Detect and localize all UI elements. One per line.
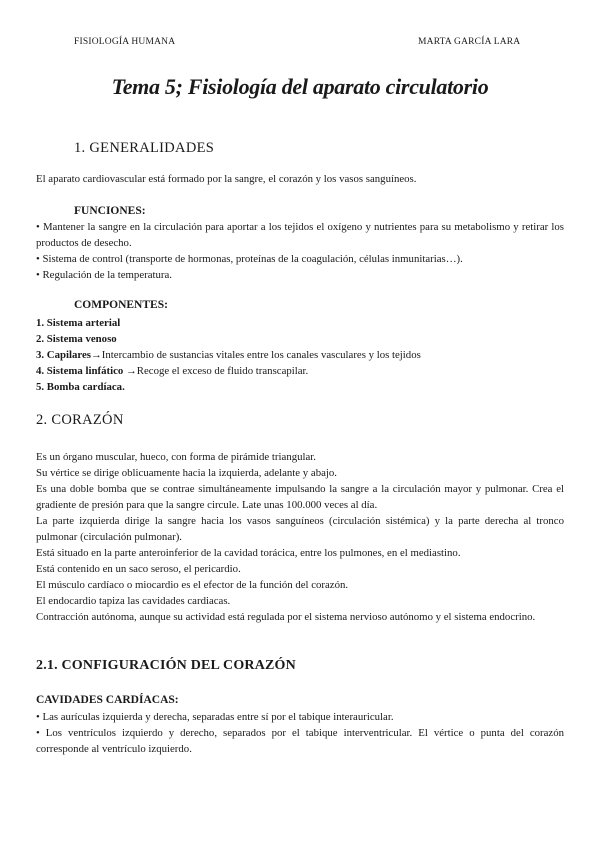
cavidades-item-1: • Las aurículas izquierda y derecha, separadas entre sí por el tabique interauricular. (36, 711, 394, 723)
corazon-paragraph-2: Su vértice se dirige oblicuamente hacia la izquierda, adelante y abajo. (36, 467, 337, 479)
componentes-item-4-text: →Recoge el exceso de fluido transcapilar. (123, 365, 309, 377)
componentes-item-1 (36, 316, 564, 332)
componentes-item-5-label: 5. Bomba cardíaca. (36, 381, 125, 393)
funciones-item-3: • Regulación de la temperatura. (36, 269, 172, 281)
cavidades-item-2: • Los ventrículos izquierdo y derecho, separados por el tabique interventricular. El vértice o punta del corazón corresponde al ventrículo izquierdo. (36, 727, 564, 755)
corazon-paragraph-1: Es un órgano muscular, hueco, con forma de pirámide triangular. (36, 451, 317, 463)
componentes-item-3 (36, 348, 564, 364)
componentes-heading: COMPONENTES: (74, 299, 168, 311)
section-heading-configuracion: 2.1. CONFIGURACIÓN DEL CORAZÓN (36, 658, 296, 673)
componentes-item-2-label: 2. Sistema venoso (36, 333, 117, 345)
header-author: MARTA GARCÍA LARA (418, 37, 521, 47)
document-title: Tema 5; Fisiología del aparato circulatorio (111, 74, 489, 99)
cavidades-heading: CAVIDADES CARDÍACAS: (36, 694, 179, 706)
componentes-item-1-label: 1. Sistema arterial (36, 317, 121, 329)
corazon-paragraph-6: Está contenido en un saco seroso, el pericardio. (36, 563, 241, 575)
componentes-item-3-text: →Intercambio de sustancias vitales entre los canales vasculares y los tejidos (91, 349, 421, 361)
corazon-paragraph-5: Está situado en la parte anteroinferior de la cavidad torácica, entre los pulmones, en el mediastino. (36, 547, 461, 559)
componentes-item-4-label: 4. Sistema linfático (36, 365, 124, 377)
section-heading-generalidades: 1. GENERALIDADES (74, 140, 215, 156)
componentes-item-2 (36, 332, 564, 348)
generalidades-intro: El aparato cardiovascular está formado por la sangre, el corazón y los vasos sanguíneos. (36, 173, 417, 185)
corazon-paragraph-3: Es una doble bomba que se contrae simultáneamente impulsando la sangre a la circulación mayor y pulmonar. Crea el gradiente de presión para que la sangre circule. Late unas 100.000 veces al día. (36, 483, 564, 511)
funciones-item-1: • Mantener la sangre en la circulación para aportar a los tejidos el oxígeno y nutrientes para su metabolismo y retirar los productos de desecho. (36, 221, 564, 249)
componentes-item-5 (36, 380, 564, 396)
funciones-item-2: • Sistema de control (transporte de hormonas, proteínas de la coagulación, células inmunitarias…). (36, 253, 463, 265)
corazon-paragraph-7: El músculo cardíaco o miocardio es el efector de la función del corazón. (36, 579, 349, 591)
corazon-paragraph-9: Contracción autónoma, aunque su actividad está regulada por el sistema nervioso autónomo y el sistema endocrino. (36, 611, 536, 623)
corazon-paragraph-4: La parte izquierda dirige la sangre hacia los vasos sanguíneos (circulación sistémica) y la parte derecha al tronco pulmonar (circulación pulmonar). (36, 515, 564, 543)
corazon-paragraph-8: El endocardio tapiza las cavidades cardiacas. (36, 595, 231, 607)
componentes-item-3-label: 3. Capilares (36, 349, 91, 361)
componentes-item-4 (36, 364, 564, 380)
section-heading-corazon: 2. CORAZÓN (36, 412, 124, 428)
funciones-heading: FUNCIONES: (74, 205, 146, 217)
header-subject: FISIOLOGÍA HUMANA (74, 37, 176, 47)
